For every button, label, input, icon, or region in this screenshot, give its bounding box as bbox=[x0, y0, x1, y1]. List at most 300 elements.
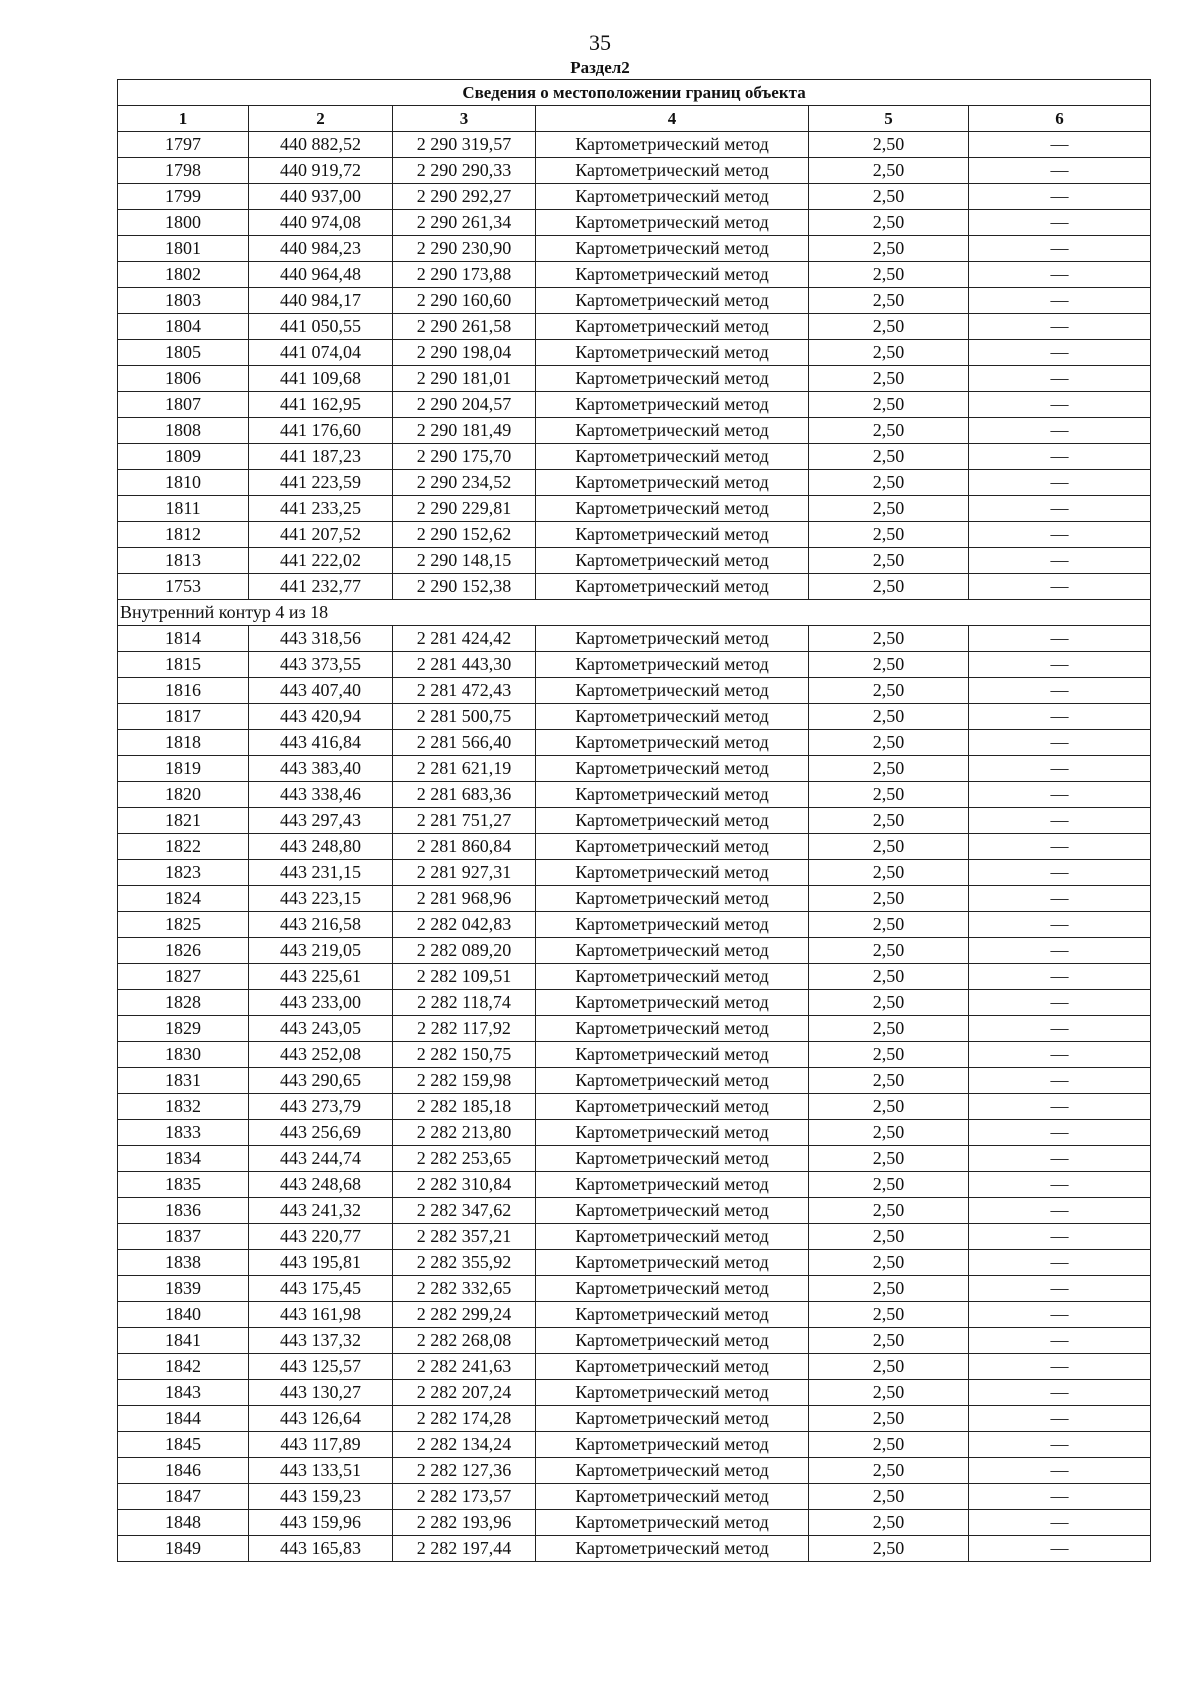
table-cell: 1837 bbox=[118, 1224, 249, 1250]
table-cell: 443 223,15 bbox=[249, 886, 393, 912]
table-cell: Картометрический метод bbox=[536, 964, 809, 990]
table-cell: Картометрический метод bbox=[536, 574, 809, 600]
table-cell: 1804 bbox=[118, 314, 249, 340]
table-row bbox=[118, 808, 1151, 834]
table-cell: 1812 bbox=[118, 522, 249, 548]
table-cell: 1805 bbox=[118, 340, 249, 366]
table-row bbox=[118, 1068, 1151, 1094]
table-cell: 443 219,05 bbox=[249, 938, 393, 964]
table-cell: — bbox=[969, 158, 1151, 184]
table-cell: 2 290 173,88 bbox=[393, 262, 536, 288]
table-cell: 443 130,27 bbox=[249, 1380, 393, 1406]
table-cell: 1823 bbox=[118, 860, 249, 886]
table-cell: — bbox=[969, 834, 1151, 860]
table-cell: 2,50 bbox=[809, 678, 969, 704]
table-cell: 441 223,59 bbox=[249, 470, 393, 496]
table-cell: 2 290 152,38 bbox=[393, 574, 536, 600]
table-cell: 443 373,55 bbox=[249, 652, 393, 678]
table-cell: Картометрический метод bbox=[536, 496, 809, 522]
table-cell: 2,50 bbox=[809, 288, 969, 314]
table-cell: 443 252,08 bbox=[249, 1042, 393, 1068]
table-cell: 443 225,61 bbox=[249, 964, 393, 990]
table-cell: 441 222,02 bbox=[249, 548, 393, 574]
table-cell: 1835 bbox=[118, 1172, 249, 1198]
table-cell: 441 187,23 bbox=[249, 444, 393, 470]
table-row bbox=[118, 1328, 1151, 1354]
table-cell: 443 126,64 bbox=[249, 1406, 393, 1432]
table-cell: 2 282 347,62 bbox=[393, 1198, 536, 1224]
table-cell: — bbox=[969, 1016, 1151, 1042]
table-row bbox=[118, 1432, 1151, 1458]
table-row bbox=[118, 886, 1151, 912]
table-cell: 2,50 bbox=[809, 1354, 969, 1380]
table-cell: — bbox=[969, 1458, 1151, 1484]
table-cell: 2,50 bbox=[809, 418, 969, 444]
table-cell: 2 282 213,80 bbox=[393, 1120, 536, 1146]
table-row bbox=[118, 990, 1151, 1016]
table-cell: Картометрический метод bbox=[536, 1224, 809, 1250]
table-row bbox=[118, 834, 1151, 860]
table-cell: 2 282 207,24 bbox=[393, 1380, 536, 1406]
table-cell: 443 407,40 bbox=[249, 678, 393, 704]
table-cell: — bbox=[969, 808, 1151, 834]
table-cell: 1818 bbox=[118, 730, 249, 756]
table-cell: 1834 bbox=[118, 1146, 249, 1172]
table-row bbox=[118, 444, 1151, 470]
table-cell: 443 338,46 bbox=[249, 782, 393, 808]
table-cell: 2 290 175,70 bbox=[393, 444, 536, 470]
table-cell: — bbox=[969, 340, 1151, 366]
table-cell: Картометрический метод bbox=[536, 1354, 809, 1380]
table-cell: 2,50 bbox=[809, 392, 969, 418]
table-row bbox=[118, 522, 1151, 548]
table-cell: 2,50 bbox=[809, 1406, 969, 1432]
table-cell: 1809 bbox=[118, 444, 249, 470]
table-cell: — bbox=[969, 652, 1151, 678]
table-cell: 1845 bbox=[118, 1432, 249, 1458]
table-row bbox=[118, 1302, 1151, 1328]
table-cell: Картометрический метод bbox=[536, 1276, 809, 1302]
table-cell: 1827 bbox=[118, 964, 249, 990]
table-row bbox=[118, 392, 1151, 418]
table-row bbox=[118, 938, 1151, 964]
table-cell: 2,50 bbox=[809, 756, 969, 782]
table-cell: Картометрический метод bbox=[536, 1510, 809, 1536]
table-cell: Картометрический метод bbox=[536, 1198, 809, 1224]
table-cell: — bbox=[969, 1432, 1151, 1458]
table-cell: 2 290 261,58 bbox=[393, 314, 536, 340]
table-cell: Картометрический метод bbox=[536, 1172, 809, 1198]
table-cell: — bbox=[969, 470, 1151, 496]
table-cell: 2 282 268,08 bbox=[393, 1328, 536, 1354]
table-cell: 2,50 bbox=[809, 314, 969, 340]
table-cell: Картометрический метод bbox=[536, 288, 809, 314]
table-cell: 2 282 357,21 bbox=[393, 1224, 536, 1250]
table-cell: 1815 bbox=[118, 652, 249, 678]
table-cell: 2 282 089,20 bbox=[393, 938, 536, 964]
table-row bbox=[118, 366, 1151, 392]
table-row bbox=[118, 964, 1151, 990]
contour-row bbox=[118, 600, 1151, 626]
table-cell: 443 420,94 bbox=[249, 704, 393, 730]
column-header: 5 bbox=[809, 106, 969, 132]
table-cell: 2 282 197,44 bbox=[393, 1536, 536, 1562]
table-cell: 441 232,77 bbox=[249, 574, 393, 600]
table-cell: Картометрический метод bbox=[536, 1458, 809, 1484]
table-cell: 1848 bbox=[118, 1510, 249, 1536]
table-cell: Картометрический метод bbox=[536, 366, 809, 392]
table-cell: 2 282 355,92 bbox=[393, 1250, 536, 1276]
table-row bbox=[118, 184, 1151, 210]
table-cell: 2 281 443,30 bbox=[393, 652, 536, 678]
table-cell: 2 281 968,96 bbox=[393, 886, 536, 912]
table-cell: 1832 bbox=[118, 1094, 249, 1120]
table-cell: — bbox=[969, 392, 1151, 418]
table-cell: 443 159,96 bbox=[249, 1510, 393, 1536]
table-cell: Картометрический метод bbox=[536, 678, 809, 704]
table-cell: 1829 bbox=[118, 1016, 249, 1042]
table-cell: 2,50 bbox=[809, 1146, 969, 1172]
table-cell: 2,50 bbox=[809, 1536, 969, 1562]
table-cell: 2,50 bbox=[809, 1120, 969, 1146]
table-row bbox=[118, 860, 1151, 886]
table-cell: Картометрический метод bbox=[536, 1432, 809, 1458]
table-cell: 443 165,83 bbox=[249, 1536, 393, 1562]
table-cell: 2,50 bbox=[809, 652, 969, 678]
table-cell: 2 282 150,75 bbox=[393, 1042, 536, 1068]
table-cell: 2,50 bbox=[809, 262, 969, 288]
table-cell: Картометрический метод bbox=[536, 652, 809, 678]
table-cell: — bbox=[969, 184, 1151, 210]
table-cell: 440 882,52 bbox=[249, 132, 393, 158]
table-cell: 2,50 bbox=[809, 470, 969, 496]
table-row bbox=[118, 626, 1151, 652]
table-row bbox=[118, 1146, 1151, 1172]
table-cell: 1798 bbox=[118, 158, 249, 184]
table-cell: 2 281 566,40 bbox=[393, 730, 536, 756]
table-cell: 1836 bbox=[118, 1198, 249, 1224]
table-cell: 1810 bbox=[118, 470, 249, 496]
table-cell: 2 290 319,57 bbox=[393, 132, 536, 158]
table-row bbox=[118, 1250, 1151, 1276]
table-cell: Картометрический метод bbox=[536, 938, 809, 964]
table-cell: — bbox=[969, 1276, 1151, 1302]
table-row bbox=[118, 236, 1151, 262]
table-cell: 1831 bbox=[118, 1068, 249, 1094]
table-cell: Картометрический метод bbox=[536, 626, 809, 652]
table-caption: Сведения о местоположении границ объекта bbox=[118, 80, 1151, 106]
section-title: Раздел2 bbox=[570, 58, 630, 77]
table-cell: — bbox=[969, 1120, 1151, 1146]
table-cell: Картометрический метод bbox=[536, 184, 809, 210]
table-cell: — bbox=[969, 1302, 1151, 1328]
table-cell: — bbox=[969, 1172, 1151, 1198]
table-cell: 1849 bbox=[118, 1536, 249, 1562]
table-cell: 440 984,17 bbox=[249, 288, 393, 314]
table-cell: — bbox=[969, 912, 1151, 938]
table-row bbox=[118, 496, 1151, 522]
table-cell: Картометрический метод bbox=[536, 860, 809, 886]
table-cell: 2,50 bbox=[809, 340, 969, 366]
table-row bbox=[118, 262, 1151, 288]
table-cell: Картометрический метод bbox=[536, 158, 809, 184]
table-cell: 443 137,32 bbox=[249, 1328, 393, 1354]
table-row bbox=[118, 756, 1151, 782]
table-row bbox=[118, 678, 1151, 704]
table-cell: 2,50 bbox=[809, 1510, 969, 1536]
table-cell: 443 297,43 bbox=[249, 808, 393, 834]
table-cell: 440 919,72 bbox=[249, 158, 393, 184]
table-cell: 1847 bbox=[118, 1484, 249, 1510]
table-cell: — bbox=[969, 210, 1151, 236]
table-cell: 443 383,40 bbox=[249, 756, 393, 782]
table-cell: 2 282 134,24 bbox=[393, 1432, 536, 1458]
column-header: 6 bbox=[969, 106, 1151, 132]
table-cell: 2,50 bbox=[809, 1250, 969, 1276]
table-cell: Картометрический метод bbox=[536, 808, 809, 834]
table-cell: 443 220,77 bbox=[249, 1224, 393, 1250]
table-cell: 2,50 bbox=[809, 548, 969, 574]
table-cell: 2,50 bbox=[809, 210, 969, 236]
table-cell: 2 281 860,84 bbox=[393, 834, 536, 860]
table-cell: 443 195,81 bbox=[249, 1250, 393, 1276]
table-cell: — bbox=[969, 1354, 1151, 1380]
table-cell: 443 243,05 bbox=[249, 1016, 393, 1042]
table-cell: — bbox=[969, 444, 1151, 470]
table-cell: Картометрический метод bbox=[536, 990, 809, 1016]
table-cell: 441 109,68 bbox=[249, 366, 393, 392]
table-cell: 1846 bbox=[118, 1458, 249, 1484]
table-cell: 2 290 181,01 bbox=[393, 366, 536, 392]
table-cell: 2 290 292,27 bbox=[393, 184, 536, 210]
table-cell: 2 290 181,49 bbox=[393, 418, 536, 444]
column-header: 3 bbox=[393, 106, 536, 132]
table-cell: 2 282 241,63 bbox=[393, 1354, 536, 1380]
table-cell: 1843 bbox=[118, 1380, 249, 1406]
table-row bbox=[118, 1484, 1151, 1510]
table-cell: — bbox=[969, 782, 1151, 808]
table-row bbox=[118, 1380, 1151, 1406]
table-cell: Картометрический метод bbox=[536, 236, 809, 262]
table-row bbox=[118, 1094, 1151, 1120]
table-cell: 2,50 bbox=[809, 522, 969, 548]
table-row bbox=[118, 210, 1151, 236]
table-cell: 443 318,56 bbox=[249, 626, 393, 652]
table-cell: 441 074,04 bbox=[249, 340, 393, 366]
table-row bbox=[118, 782, 1151, 808]
table-cell: 2 282 117,92 bbox=[393, 1016, 536, 1042]
table-cell: 443 133,51 bbox=[249, 1458, 393, 1484]
table-row bbox=[118, 1406, 1151, 1432]
table-cell: Картометрический метод bbox=[536, 756, 809, 782]
table-cell: — bbox=[969, 756, 1151, 782]
table-cell: 2,50 bbox=[809, 1068, 969, 1094]
table-cell: 443 233,00 bbox=[249, 990, 393, 1016]
table-cell: 1807 bbox=[118, 392, 249, 418]
table-cell: — bbox=[969, 1250, 1151, 1276]
column-header: 4 bbox=[536, 106, 809, 132]
table-cell: — bbox=[969, 366, 1151, 392]
table-cell: 443 241,32 bbox=[249, 1198, 393, 1224]
table-cell: Картометрический метод bbox=[536, 392, 809, 418]
table-cell: Картометрический метод bbox=[536, 1094, 809, 1120]
table-cell: — bbox=[969, 1146, 1151, 1172]
table-cell: 2,50 bbox=[809, 496, 969, 522]
table-cell: 443 290,65 bbox=[249, 1068, 393, 1094]
table-cell: — bbox=[969, 1484, 1151, 1510]
table-cell: Картометрический метод bbox=[536, 782, 809, 808]
table-cell: 2 290 261,34 bbox=[393, 210, 536, 236]
table-row bbox=[118, 1510, 1151, 1536]
table-cell: 2 290 229,81 bbox=[393, 496, 536, 522]
table-cell: — bbox=[969, 704, 1151, 730]
table-cell: 1822 bbox=[118, 834, 249, 860]
table-row bbox=[118, 1458, 1151, 1484]
table-cell: 2,50 bbox=[809, 626, 969, 652]
table-cell: Картометрический метод bbox=[536, 704, 809, 730]
table-cell: — bbox=[969, 132, 1151, 158]
table-cell: Картометрический метод bbox=[536, 1016, 809, 1042]
table-cell: 2 282 193,96 bbox=[393, 1510, 536, 1536]
table-cell: Картометрический метод bbox=[536, 1120, 809, 1146]
table-cell: Картометрический метод bbox=[536, 418, 809, 444]
table-cell: — bbox=[969, 1094, 1151, 1120]
table-cell: 1799 bbox=[118, 184, 249, 210]
table-cell: Картометрический метод bbox=[536, 1380, 809, 1406]
table-row bbox=[118, 1276, 1151, 1302]
table-cell: — bbox=[969, 1536, 1151, 1562]
table-cell: — bbox=[969, 1042, 1151, 1068]
table-cell: 2 290 198,04 bbox=[393, 340, 536, 366]
table-row bbox=[118, 574, 1151, 600]
boundary-table bbox=[117, 79, 1151, 1562]
table-cell: 1803 bbox=[118, 288, 249, 314]
table-cell: 2 282 185,18 bbox=[393, 1094, 536, 1120]
table-cell: — bbox=[969, 496, 1151, 522]
table-cell: 2,50 bbox=[809, 184, 969, 210]
table-cell: 1813 bbox=[118, 548, 249, 574]
table-cell: Картометрический метод bbox=[536, 262, 809, 288]
table-cell: 2,50 bbox=[809, 1302, 969, 1328]
table-cell: 2 282 173,57 bbox=[393, 1484, 536, 1510]
table-cell: 443 416,84 bbox=[249, 730, 393, 756]
table-cell: 440 937,00 bbox=[249, 184, 393, 210]
table-cell: 1808 bbox=[118, 418, 249, 444]
table-cell: — bbox=[969, 886, 1151, 912]
table-cell: 2,50 bbox=[809, 444, 969, 470]
table-cell: Картометрический метод bbox=[536, 210, 809, 236]
table-cell: — bbox=[969, 938, 1151, 964]
table-cell: Картометрический метод bbox=[536, 522, 809, 548]
page-number: 35 bbox=[589, 30, 611, 55]
table-cell: 2,50 bbox=[809, 1224, 969, 1250]
column-header: 2 bbox=[249, 106, 393, 132]
table-cell: 2,50 bbox=[809, 574, 969, 600]
table-cell: — bbox=[969, 1068, 1151, 1094]
table-cell: 2,50 bbox=[809, 782, 969, 808]
table-cell: 2 282 042,83 bbox=[393, 912, 536, 938]
table-cell: 1844 bbox=[118, 1406, 249, 1432]
table-cell: 443 161,98 bbox=[249, 1302, 393, 1328]
table-cell: 1811 bbox=[118, 496, 249, 522]
table-cell: Картометрический метод bbox=[536, 1068, 809, 1094]
table-cell: 1840 bbox=[118, 1302, 249, 1328]
table-cell: 443 244,74 bbox=[249, 1146, 393, 1172]
table-cell: 2 281 472,43 bbox=[393, 678, 536, 704]
table-cell: Картометрический метод bbox=[536, 1302, 809, 1328]
table-cell: 2,50 bbox=[809, 1042, 969, 1068]
table-cell: 1825 bbox=[118, 912, 249, 938]
table-cell: Картометрический метод bbox=[536, 834, 809, 860]
table-body bbox=[118, 132, 1151, 1562]
table-cell: 1797 bbox=[118, 132, 249, 158]
table-cell: — bbox=[969, 548, 1151, 574]
table-cell: 2 282 299,24 bbox=[393, 1302, 536, 1328]
table-cell: 2 282 310,84 bbox=[393, 1172, 536, 1198]
table-cell: — bbox=[969, 990, 1151, 1016]
table-cell: 2 290 204,57 bbox=[393, 392, 536, 418]
table-cell: — bbox=[969, 522, 1151, 548]
table-cell: 1841 bbox=[118, 1328, 249, 1354]
table-cell: 2,50 bbox=[809, 912, 969, 938]
table-row bbox=[118, 652, 1151, 678]
table-cell: 1806 bbox=[118, 366, 249, 392]
table-cell: 2,50 bbox=[809, 1484, 969, 1510]
table-row bbox=[118, 912, 1151, 938]
table-row bbox=[118, 1354, 1151, 1380]
table-cell: Картометрический метод bbox=[536, 314, 809, 340]
table-cell: 1819 bbox=[118, 756, 249, 782]
table-cell: — bbox=[969, 1510, 1151, 1536]
table-cell: 440 984,23 bbox=[249, 236, 393, 262]
table-cell: 443 216,58 bbox=[249, 912, 393, 938]
table-cell: 2,50 bbox=[809, 964, 969, 990]
table-cell: 2 282 174,28 bbox=[393, 1406, 536, 1432]
table-cell: — bbox=[969, 1380, 1151, 1406]
table-cell: Картометрический метод bbox=[536, 444, 809, 470]
table-cell: 441 207,52 bbox=[249, 522, 393, 548]
table-cell: 443 248,68 bbox=[249, 1172, 393, 1198]
table-cell: 443 231,15 bbox=[249, 860, 393, 886]
table-cell: 1753 bbox=[118, 574, 249, 600]
table-row bbox=[118, 704, 1151, 730]
table-cell: 1821 bbox=[118, 808, 249, 834]
table-cell: 2,50 bbox=[809, 1276, 969, 1302]
table-cell: 2 290 234,52 bbox=[393, 470, 536, 496]
table-cell: 2,50 bbox=[809, 834, 969, 860]
table-cell: 2 282 159,98 bbox=[393, 1068, 536, 1094]
table-cell: 1816 bbox=[118, 678, 249, 704]
table-cell: — bbox=[969, 288, 1151, 314]
table-cell: 2 290 230,90 bbox=[393, 236, 536, 262]
table-row bbox=[118, 1536, 1151, 1562]
table-cell: 2,50 bbox=[809, 1016, 969, 1042]
contour-label: Внутренний контур 4 из 18 bbox=[118, 600, 1151, 626]
table-cell: 2 281 621,19 bbox=[393, 756, 536, 782]
table-cell: 2 281 927,31 bbox=[393, 860, 536, 886]
table-row bbox=[118, 132, 1151, 158]
table-row bbox=[118, 288, 1151, 314]
table-cell: Картометрический метод bbox=[536, 1484, 809, 1510]
table-cell: Картометрический метод bbox=[536, 340, 809, 366]
table-cell: 1833 bbox=[118, 1120, 249, 1146]
table-row bbox=[118, 314, 1151, 340]
table-cell: Картометрический метод bbox=[536, 132, 809, 158]
table-cell: 2,50 bbox=[809, 236, 969, 262]
table-row bbox=[118, 1224, 1151, 1250]
table-cell: 2,50 bbox=[809, 1432, 969, 1458]
table-row bbox=[118, 158, 1151, 184]
